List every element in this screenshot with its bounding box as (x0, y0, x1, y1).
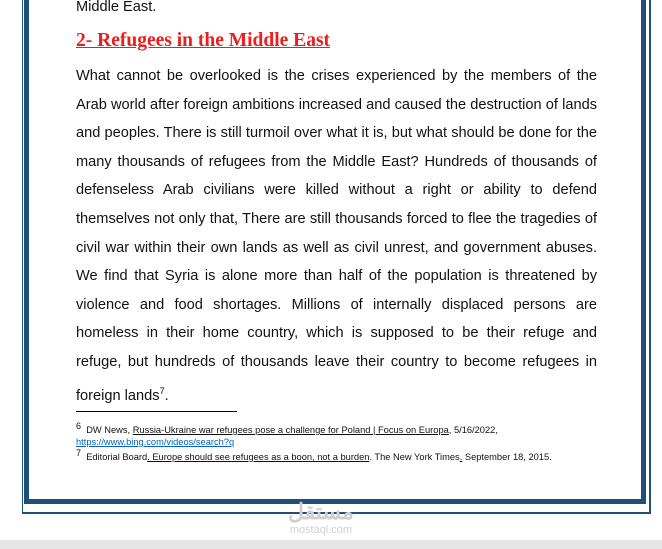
footnote-title: Russia-Ukraine war refugees pose a challenge for Poland | Focus on Europa (132, 425, 449, 436)
footnote-source: Editorial Board (86, 452, 148, 463)
section-heading: 2- Refugees in the Middle East (76, 30, 331, 51)
watermark-latin: mostaql.com (289, 524, 353, 536)
footnote-number: 7 (76, 448, 82, 458)
paragraph-text: What cannot be overlooked is the crises experienced by the members of the Arab world after foreign ambitions increased and caused the destruction of lands and peoples. There is still turmoil over what it is, but what should be done for the many thousands of refugees from the Middle East? Hundreds of thousands of defenseless Arab civilians were killed without a right or ability to defend themselves not only that, There are still thousands forced to flee the tragedies of civil war within their own lands as well as civil unrest, and government abuses. We find that Syria is alone more than half of the population is threatened by violence and food shortages. Millions of internally displaced persons are homeless in their home country, which is supposed to be their refuge and refuge, but hundreds of thousands leave their country to become refugees in foreign lands (76, 68, 597, 404)
footnote-punct: . (459, 452, 463, 463)
paragraph-end: . (164, 387, 169, 404)
footnote-7 (76, 447, 616, 463)
footnote-date: , 5/16/2022, (448, 425, 498, 436)
workspace-background (0, 540, 662, 549)
footnote-date: September 18, 2015. (462, 452, 552, 463)
footnote-link[interactable]: https://www.bing.com/videos/search?q (76, 437, 235, 448)
footnote-number: 6 (76, 421, 82, 431)
footnote-source: DW News, (86, 425, 133, 436)
mostaql-watermark (288, 500, 354, 536)
footnote-publisher: . The New York Times (369, 452, 460, 463)
footnote-separator (76, 411, 237, 412)
footnote-ref[interactable]: 7 (159, 385, 165, 396)
previous-text: Middle East. (76, 0, 157, 15)
footnote-6 (76, 420, 616, 448)
body-paragraph (76, 62, 597, 410)
footnote-title: . Europe should see refugees as a boon, not a burden (147, 452, 370, 463)
watermark-arabic: مستقل (288, 499, 354, 524)
